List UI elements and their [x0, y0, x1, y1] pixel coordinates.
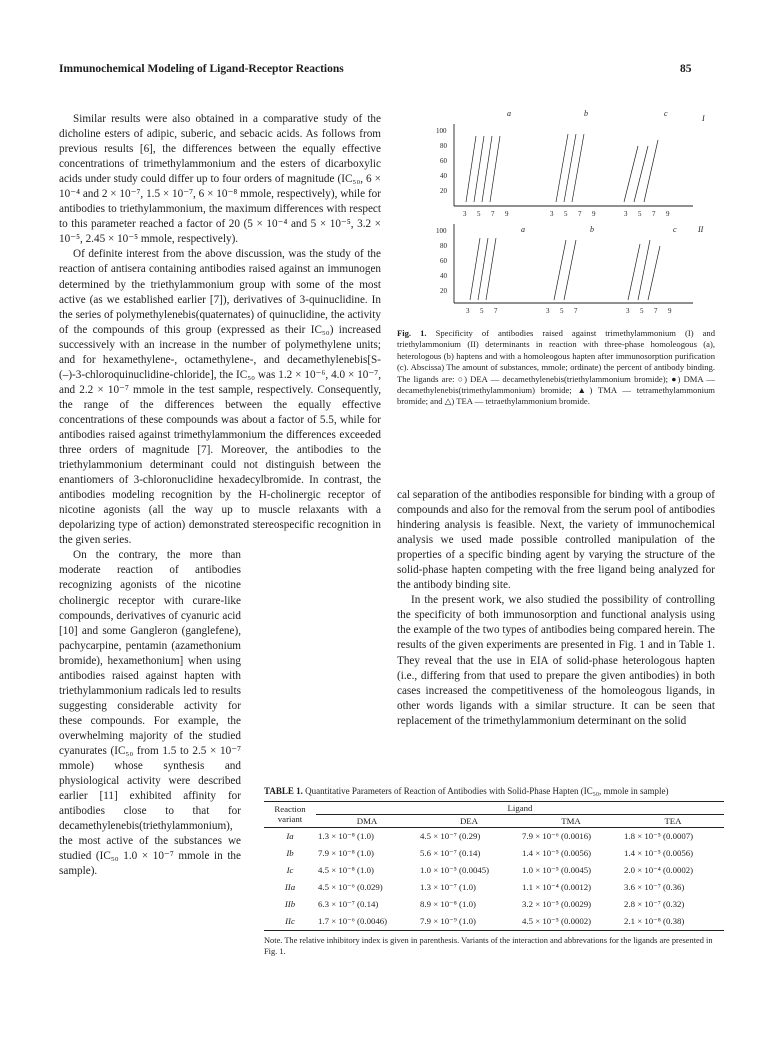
binding-curve	[490, 136, 500, 202]
page-number: 85	[680, 63, 692, 75]
table-cell: 1.4 × 10⁻⁵ (0.0056)	[624, 847, 694, 858]
table-row	[264, 827, 724, 845]
binding-curve	[482, 136, 492, 202]
x-tick: 7	[578, 210, 582, 218]
table-cell: 2.1 × 10⁻⁸ (0.38)	[624, 915, 685, 926]
panel-label: I	[702, 114, 705, 123]
table-cell: 1.0 × 10⁻⁵ (0.0045)	[420, 864, 490, 875]
x-tick: 7	[494, 307, 498, 315]
column-header: TMA	[561, 815, 581, 826]
x-tick: 3	[466, 307, 470, 315]
table-cell: 1.0 × 10⁻⁵ (0.0045)	[522, 864, 592, 875]
y-tick: 20	[440, 287, 447, 295]
table-cell: 1.1 × 10⁻⁴ (0.0012)	[522, 881, 592, 892]
x-tick: 9	[592, 210, 596, 218]
figure-caption	[397, 328, 715, 408]
table-row	[264, 862, 724, 879]
column-header: DMA	[356, 815, 378, 826]
y-tick: 40	[440, 272, 447, 280]
x-tick: 5	[640, 307, 644, 315]
binding-curve	[564, 134, 576, 202]
x-tick: 3	[626, 307, 630, 315]
table-row	[264, 845, 724, 862]
binding-curve	[644, 140, 658, 202]
binding-curve	[564, 240, 576, 300]
paragraph: On the contrary, the more than moderate reaction of antibodies recognizing agonists of the nicotine cholinergic receptor with curare-like compounds, derivatives of cyanuric acid [10] and some Gangleron (ganglefene), pachycarpine, pentamin (azamethonium bromide), hexamethonium] when using antibodies raised against hapten with triethylammonium radicals led to results suggesting considerable activity for these compounds. For example, the overwhelming majority of the studied cyanurates (IC₅₀ from 1.5 to 2.5 × 10⁻⁷ mmole) whose synthesis and physiological activity were described earlier [11] exhibited affinity for antibodies close to that for decamethylenebis(triethylammonium), the most active of the substances we studied (IC₅₀ 1.0 × 10⁻⁷ mmole in the sample).	[59, 549, 241, 878]
binding-curve	[470, 238, 480, 300]
x-tick: 5	[480, 307, 484, 315]
binding-curve	[486, 238, 496, 300]
table-cell: 5.6 × 10⁻⁷ (0.14)	[420, 847, 481, 858]
table-cell: 1.7 × 10⁻⁶ (0.0046)	[318, 915, 388, 926]
y-tick: 40	[440, 172, 447, 180]
table-cell: 1.4 × 10⁻⁵ (0.0056)	[522, 847, 592, 858]
table-cell: Ic	[286, 865, 294, 875]
paragraph: Similar results were also obtained in a comparative study of the dicholine esters of adipic, suberic, and sebacic acids. As follows from previous results [6], the differences between the equally effective concentrations of trimethylammonium and the esters of dicarboxylic acids under study could differ up to four orders of magnitude (IC₅₀, 6 × 10⁻⁴ and 2 × 10⁻⁷, 1.5 × 10⁻⁷, 6 × 10⁻⁸ mmole, respectively), while for antibodies to triethylammonium, the maximum differences with respect to this parameter reached a factor of 20 (5 × 10⁻⁴ and 5 × 10⁻⁵, 3.2 × 10⁻⁵, 2.45 × 10⁻⁵ mmole, respectively).	[59, 113, 381, 246]
x-tick: 9	[505, 210, 509, 218]
column-header: DEA	[459, 815, 479, 826]
table-cell: 2.8 × 10⁻⁷ (0.32)	[624, 898, 685, 909]
x-tick: 7	[491, 210, 495, 218]
panel-label: b	[590, 225, 594, 234]
paragraph: Of definite interest from the above discussion, was the study of the reaction of antisera containing antibodies raised against an immunogen determined by the triethylammonium group with some of the most active (as we established earlier [7]), derivatives of 3-quinuclidine. In the series of polymethylenebis(quaternates) of quinuclidine, the activity of the compounds of this group (expressed as their IC₅₀) increased successively with an increase in the number of polymethylene units; and for hexamethylene-, octamethylene-, and decamethylenebis[S-(–)-3-chloroquinuclidine-chloride], the IC₅₀ was 1.2 × 10⁻⁶, 4.0 × 10⁻⁷, and 2.2 × 10⁻⁷ mmole in the test sample, respectively. Consequently, the range of the differences between the equally effective concentrations of these compounds was about a factor of 5.5, while for antibodies raised against trimethylammonium the differences exceeded three orders of magnitude [7]. Moreover, the antibodies to the triethylammonium determinant could not distinguish between the enantiomers of 3-chloronuclidine hexadecylbromide. In contrast, the antibodies modeling recognition by the H-cholinergic receptor of nicotine agonists (all the way up to muscle relaxants with a depolarizing type of action) demonstrated stereospecific recognition in the given series.	[59, 248, 381, 547]
x-tick: 5	[638, 210, 642, 218]
table-cell: 1.3 × 10⁻⁸ (1.0)	[318, 830, 374, 841]
table-cell: IIa	[284, 882, 296, 892]
table-cell: 7.9 × 10⁻⁹ (1.0)	[420, 915, 476, 926]
y-tick: 80	[440, 242, 447, 250]
x-tick: 7	[574, 307, 578, 315]
column-header: TEA	[664, 815, 682, 826]
table-row	[264, 879, 724, 896]
table-row	[264, 913, 724, 931]
panel-label: c	[664, 109, 668, 118]
binding-curve	[638, 240, 650, 300]
data-table	[264, 801, 724, 931]
column-group-header: Ligand	[316, 801, 724, 814]
binding-curve	[572, 134, 584, 202]
running-title: Immunochemical Modeling of Ligand-Receptor Reactions	[59, 63, 344, 75]
x-tick: 7	[654, 307, 658, 315]
x-tick: 5	[560, 307, 564, 315]
table-cell: Ia	[286, 831, 294, 841]
y-tick: 60	[440, 257, 447, 265]
table-cell: Ib	[286, 848, 294, 858]
panel-label: c	[673, 225, 677, 234]
x-tick: 5	[564, 210, 568, 218]
table-cell: 4.5 × 10⁻⁶ (0.029)	[318, 881, 383, 892]
table-cell: 3.6 × 10⁻⁷ (0.36)	[624, 881, 685, 892]
table-cell: 2.0 × 10⁻⁴ (0.0002)	[624, 864, 694, 875]
table-cell: 4.5 × 10⁻⁷ (0.29)	[420, 830, 481, 841]
binding-curve	[466, 136, 476, 202]
y-tick: 100	[436, 227, 447, 235]
table-caption-label: TABLE 1.	[264, 786, 303, 796]
table-1	[264, 786, 724, 957]
binding-curve	[474, 136, 484, 202]
table-cell: 1.3 × 10⁻⁷ (1.0)	[420, 881, 476, 892]
column-header-variant: Reaction variant	[274, 804, 306, 824]
figure-caption-label: Fig. 1.	[397, 328, 427, 338]
x-tick: 3	[550, 210, 554, 218]
table-cell: 7.9 × 10⁻⁶ (0.0016)	[522, 830, 592, 841]
table-cell: 8.9 × 10⁻⁸ (1.0)	[420, 898, 476, 909]
paragraph: In the present work, we also studied the possibility of controlling the specificity of both immunosorption and functional analysis using the example of the two types of antibodies being compared herein. The results of the given experiments are presented in Fig. 1 and in Table 1. They reveal that the use in EIA of solid-phase heterologous hapten (i.e., differing from that used to prepare the given antibodies) in both cases increased the competitiveness of the homoleogous ligands, in other words ligands with a similar structure. It can be seen that replacement of the trimethylammonium determinant on the solid	[397, 594, 715, 727]
y-tick: 100	[436, 127, 447, 135]
panel-label: b	[584, 109, 588, 118]
left-column	[59, 112, 381, 879]
table-caption	[264, 786, 724, 798]
table-cell: 7.9 × 10⁻⁸ (1.0)	[318, 847, 374, 858]
table-cell: 3.2 × 10⁻⁵ (0.0029)	[522, 898, 592, 909]
y-tick: 80	[440, 142, 447, 150]
table-cell: IIb	[284, 899, 296, 909]
table-cell: 6.3 × 10⁻⁷ (0.14)	[318, 898, 379, 909]
binding-curve	[648, 246, 660, 300]
y-tick: 60	[440, 157, 447, 165]
figure-1	[418, 106, 718, 318]
x-tick: 3	[546, 307, 550, 315]
table-cell: 1.8 × 10⁻⁵ (0.0007)	[624, 830, 694, 841]
x-tick: 7	[652, 210, 656, 218]
binding-curve	[478, 238, 488, 300]
table-note: Note. The relative inhibitory index is given in parenthesis. Variants of the interaction and abbrevations for the ligands are presented in Fig. 1.	[264, 935, 713, 956]
panel-label: a	[507, 109, 511, 118]
panel-label: a	[521, 225, 525, 234]
x-tick: 9	[668, 307, 672, 315]
figure-caption-text: Specificity of antibodies raised against trimethylammonium (I) and triethylammonium (II) determinants in reaction with three-phase homoleogous (a), heterologous (b) haptens and with a homoleogous hapten after immunosorption purification (c). Abscissa) The amount of substances, mmole; ordinate) the percent of antibody binding. The ligands are: ○) DEA — decamethylenebis(triethylammonium bromide); ●) DMA — decamethylenebis(trimethylammonium) bromide; ▲) TMA — tetramethylammonium bromide; and △) TEA — tetraethylammonium bromide.	[397, 328, 715, 407]
panel-label: II	[698, 225, 704, 234]
x-tick: 5	[477, 210, 481, 218]
paragraph: cal separation of the antibodies responsible for binding with a group of compounds and also for the removal from the serum pool of antibodies hindering analysis is feasible. Next, the variety of immunochemical analysis we used made possible controlled manipulation of the properties of a specific binding agent by varying the structure of the solid-phase hapten competing with the free ligand being analyzed for the antibody binding site.	[397, 489, 715, 592]
table-cell: IIc	[285, 916, 295, 926]
binding-curve	[554, 240, 566, 300]
figure-1-plot	[418, 106, 718, 318]
x-tick: 3	[624, 210, 628, 218]
x-tick: 3	[463, 210, 467, 218]
table-caption-text: Quantitative Parameters of Reaction of Antibodies with Solid-Phase Hapten (IC₅₀, mmole in sample)	[305, 786, 669, 796]
right-column	[397, 488, 715, 729]
table-cell: 4.5 × 10⁻⁸ (1.0)	[318, 864, 374, 875]
table-cell: 4.5 × 10⁻⁵ (0.0002)	[522, 915, 592, 926]
binding-curve	[628, 244, 640, 300]
y-tick: 20	[440, 187, 447, 195]
x-tick: 9	[666, 210, 670, 218]
table-row	[264, 896, 724, 913]
binding-curve	[556, 134, 568, 202]
